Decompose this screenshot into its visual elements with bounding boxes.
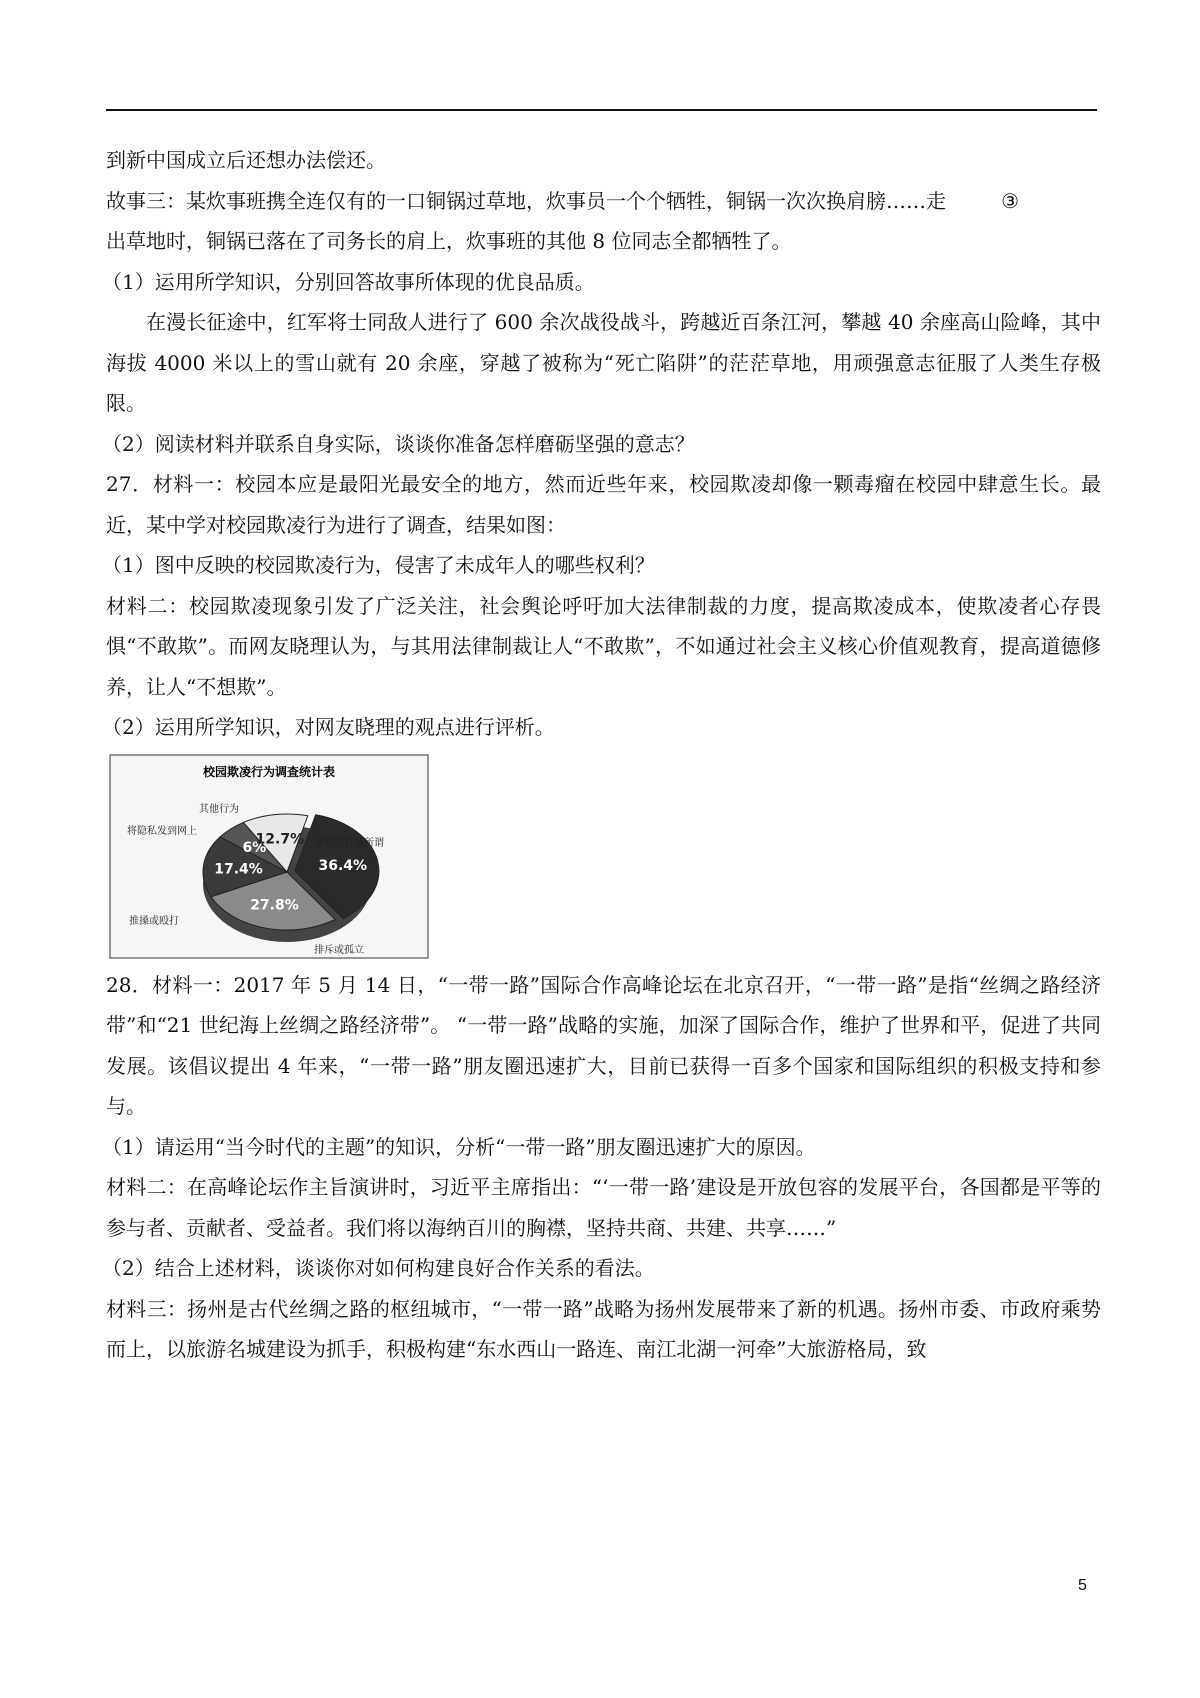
chart-title: 校园欺凌行为调查统计表 [202,764,336,779]
paragraph: 出草地时，铜锅已落在了司务长的肩上，炊事班的其他 8 位同志全都牺牲了。 [106,229,792,253]
story-three-line [106,181,1101,222]
pie-value-label: 12.7% [255,831,305,848]
question: （1）请运用“当今时代的主题”的知识，分析“一带一路”朋友圈迅速扩大的原因。 [102,1134,816,1159]
paragraph: 27．材料一：校园本应是最阳光最安全的地方，然而近些年来，校园欺凌却像一颗毒瘤在校园中肆意生长。最近，某中学对校园欺凌行为进行了调查，结果如图： [106,472,1101,537]
paragraph: 材料二：在高峰论坛作主旨演讲时，习近平主席指出：“‘一带一路’建设是开放包容的发展平台，各国都是平等的参与者、贡献者、受益者。我们将以海纳百川的胸襟，坚持共商、共建、共享……” [106,1175,1101,1240]
paragraph: 材料三：扬州是古代丝绸之路的枢纽城市，“一带一路”战略为扬州发展带来了新的机遇。扬州市委、市政府乘势而上，以旅游名城建设为抓手，积极构建“东水西山一路连、南江北湖一河牵”大旅游格局，致 [106,1296,1101,1361]
pie-category-label: 辱骂或讥嘲所谓 [314,837,384,849]
pie-category-label: 将隐私发到网上 [127,825,197,837]
paragraph: 材料二：校园欺凌现象引发了广泛关注，社会舆论呼吁加大法律制裁的力度，提高欺凌成本，使欺凌者心存畏惧“不敢欺”。而网友晓理认为，与其用法律制裁让人“不敢欺”，不如通过社会主义核心价值观教育，提高道德修养，让人“不想欺”。 [106,593,1101,699]
header-rule [106,109,1097,111]
paragraph: 到新中国成立后还想办法偿还。 [106,148,386,172]
pie-category-label: 推搡或殴打 [129,915,179,927]
pie-category-label: 其他行为 [199,803,239,815]
pie-value-label: 27.8% [250,897,299,914]
question: （2）结合上述材料，谈谈你对如何构建良好合作关系的看法。 [102,1256,655,1280]
pie-chart-svg [109,754,429,959]
question: （1）图中反映的校园欺凌行为，侵害了未成年人的哪些权利？ [102,553,655,577]
question: （1）运用所学知识，分别回答故事所体现的优良品质。 [102,269,595,294]
page-number: 5 [1078,1577,1087,1594]
question: （2）运用所学知识，对网友晓理的观点进行评析。 [102,715,555,739]
pie-value-label: 36.4% [318,857,368,874]
paragraph: 28．材料一：2017 年 5 月 14 日，“一带一路”国际合作高峰论坛在北京召开，“一带一路”是指“丝绸之路经济带”和“21 世纪海上丝绸之路经济带”。 “一带一路”战略的实施，加深了国际合作，维护了世界和平，促进了共同发展。该倡议提出 4 年来，“一带一路”朋友圈迅速扩大，目前已获得一百多个国家和国际组织的积极支持和参与。 [106,972,1101,1118]
story-three-text: 故事三：某炊事班携全连仅有的一口铜锅过草地，炊事员一个个牺牲，铜锅一次次换肩膀……走 [106,188,946,213]
question: （2）阅读材料并联系自身实际，谈谈你准备怎样磨砺坚强的意志？ [102,431,695,456]
circled-marker: ③ [1001,188,1019,213]
paragraph: 在漫长征途中，红军将士同敌人进行了 600 余次战役战斗，跨越近百条江河，攀越 40 余座高山险峰，其中海拔 4000 米以上的雪山就有 20 余座，穿越了被称为“死亡陷阱”的茫茫草地，用顽强意志征服了人类生存极限。 [106,310,1101,415]
page-content [102,140,1101,1370]
bullying-pie-chart [109,754,429,959]
pie-category-label: 排斥或孤立 [314,944,364,956]
pie-value-label: 6% [242,839,267,856]
pie-value-label: 17.4% [214,860,263,877]
